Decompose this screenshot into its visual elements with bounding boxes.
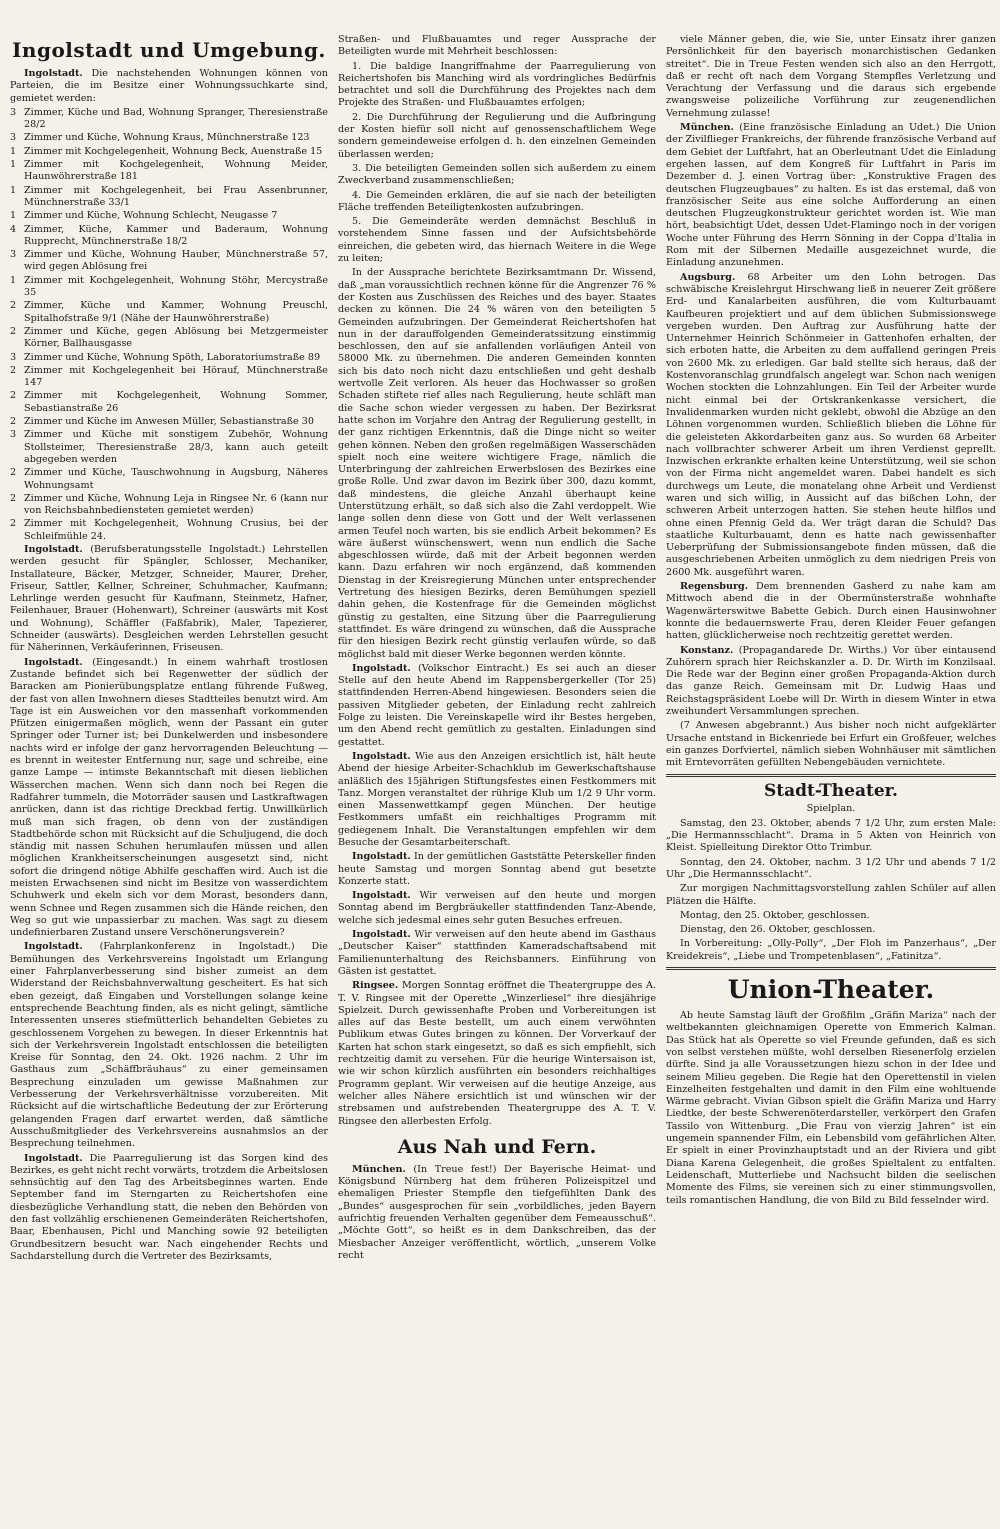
article — [10, 1153, 328, 1264]
schedule-line: Zur morgigen Nachmittagsvorstellung zahlen Schüler auf allen Plätzen die Hälfte. — [666, 883, 996, 907]
resolution-item: 2. Die Durchführung der Regulierung und die Aufbringung der Kosten hiefür soll nicht auf genossenschaftlichem Wege sondern gemeindeweise erfolgen d. h. den einzelnen Gemeinden überlassen werden; — [338, 111, 656, 160]
apartment-text: Zimmer, Küche, Kammer und Baderaum, Wohnung Rupprecht, Münchnerstraße 18/2 — [24, 223, 328, 247]
article-text: (7 Anwesen abgebrannt.) Aus bisher noch nicht aufgeklärter Ursache entstand in Bickenriede bei Erfurt ein Großfeuer, welches ein ganzes Dorfviertel, nämlich sieben Wohnhäuser mit sämtlichen mit Erntevorräten gefüllten Nebengebäuden vernichtete. — [666, 720, 996, 769]
apartment-rooms: 3 — [10, 106, 17, 118]
apartment-item — [10, 224, 328, 249]
apartment-rooms: 2 — [10, 325, 17, 337]
apartment-item — [10, 390, 328, 415]
apartment-rooms: 3 — [10, 249, 17, 261]
apartment-text: Zimmer mit Kochgelegenheit, Wohnung Sommer, Sebastianstraße 26 — [24, 390, 328, 414]
apartment-item — [10, 159, 328, 184]
apartment-text: Zimmer mit Kochgelegenheit bei Hörauf, Münchnerstraße 147 — [24, 364, 328, 389]
article-location: Ingolstadt. — [24, 1152, 83, 1164]
apartment-item — [10, 518, 328, 543]
apartment-rooms: 1 — [10, 274, 17, 286]
article-location: Augsburg. — [680, 271, 736, 283]
apartment-rooms: 2 — [10, 364, 17, 376]
article-location: München. — [352, 1163, 406, 1175]
apartment-item — [10, 275, 328, 300]
article-list — [338, 267, 656, 1127]
article-text: (Propagandarede Dr. Wirths.) Vor über eintausend Zuhörern sprach hier Reichskanzler a. D. Dr. Wirth im Konzilsaal. Die Rede war der Beginn einer großen Propaganda-Aktion durch das ganze Reich. Gemeinsam mit Dr. Ludwig Haas und Reichstagspräsident Loebe will Dr. Wirth in diesem Winter in etwa zweihundert Versammlungen sprechen. — [666, 644, 996, 718]
resolution-item: 3. Die beteiligten Gemeinden sollen sich außerdem zu einem Zweckverband zusammenschließen; — [338, 162, 656, 187]
article-text: Dem brennenden Gasherd zu nahe kam am Mittwoch abend die in der Obermünsterstraße wohnhafte Wagenwärterswitwe Babette Gebich. Durch einen Hausinwohner konnte die bedauernswerte Frau, deren Kleider Feuer gefangen hatten, glücklicherweise noch rechtzeitig gerettet werden. — [666, 581, 996, 642]
article-location: Ingolstadt. — [352, 662, 411, 674]
resolution-item: 1. Die baldige Inangriffnahme der Paarregulierung von Reichertshofen bis Manching wird als vordringliches Bedürfnis betrachtet und soll die Durchführung des Projektes nach dem Projekte des Straßen- und Flußbauamtes erfolgen; — [338, 60, 656, 109]
article — [10, 657, 328, 940]
apartment-item — [10, 352, 328, 364]
apartment-text: Zimmer mit Kochgelegenheit, Wohnung Stöhr, Mercystraße 35 — [24, 274, 328, 299]
union-theater-title: Union-Theater. — [727, 975, 935, 1005]
article-text: In der gemütlichen Gaststätte Peterskeller finden heute Samstag und morgen Sonntag abend gut besetzte Konzerte statt. — [338, 851, 656, 887]
article-location: Regensburg. — [680, 581, 749, 593]
apartment-text: Zimmer und Küche mit sonstigem Zubehör, Wohnung Stollsteimer, Theresienstraße 28/3, kann auch geteilt abgegeben werden — [24, 429, 328, 465]
apartment-item — [10, 249, 328, 274]
schedule-line: Montag, den 25. Oktober, geschlossen. — [680, 909, 870, 921]
apartment-text: Zimmer mit Kochgelegenheit, Wohnung Beck, Auenstraße 15 — [24, 145, 323, 157]
apartment-text: Zimmer und Küche im Anwesen Müller, Sebastianstraße 30 — [24, 416, 314, 428]
article-text: (Volkschor Eintracht.) Es sei auch an dieser Stelle auf den heute Abend im Rappensbergerkeller (Tor 25) stattfindenden Herren-Abend hingewiesen. Besonders seien die passiven Mitglieder gebeten, der Einladung recht zahlreich Folge zu leisten. Die Vereinskapelle wird ihr Bestes hergeben, um den Abend recht gemütlich zu gestalten. Einladungen sind gestattet. — [338, 662, 656, 748]
article-apartments-intro — [10, 68, 328, 105]
apartment-text: Zimmer mit Kochgelegenheit, Wohnung Meider, Haunwöhrerstraße 181 — [24, 159, 328, 183]
resolution-list — [338, 61, 656, 266]
union-theater-text: Ab heute Samstag läuft der Großfilm „Gräfin Mariza“ nach der weltbekannten gleichnamigen Operette von Emmerich Kalman. Das Stück hat als Operette so viel Freunde gefunden, daß es sich von selbst verstehen müßte, wohl derselben Riesenerfolg erzielen dürfte. Sind ja alle Voraussetzungen hiezu schon in der Idee und seinem Milieu gegeben. Die Regie hat den Operettenstil in vielen Einzelheiten festgehalten und damit in den Film eine wohltuende Wärme gebracht. Vivian Gibson spielt die Gräfin Mariza und Harry Liedtke, der beste Schwerenöterdarsteller, verkörpert den Grafen Tassilo von Wittenburg. „Die Frau von vierzig Jahren“ ist ein ungemein spannender Film, ein Lebensbild vom gefährlichen Alter. Er spielt in einer Provinzhauptstadt und an der Riviera und gibt Diana Karena Gelegenheit, die großes Spieltalent zu entfalten. Leidenschaft, Mutterliebe und Nachsucht bilden die seelischen Momente des Films, sie vereinen sich zu einer stimmungsvollen, teils romantischen Handlung, die von Bild zu Bild fesselnder wird. — [666, 1010, 996, 1206]
article-text: (In Treue fest!) Der Bayerische Heimat- und Königsbund Nürnberg hat dem früheren Polizeispitzel und ehemaligen Priester Stempfle den tiefgefühlten Dank des „Bundes“ ausgesprochen für sein „vorbildliches, jeden Bayern aufrichtig freuenden Verhalten gegenüber dem Femeausschuß“. „Möchte Gott“, so heißt es in dem Dankschreiben, das der Miesbacher Anzeiger veröffentlicht, wörtlich, „unserem Volke recht — [338, 1163, 656, 1261]
article-text: Wie aus den Anzeigen ersichtlich ist, hält heute Abend der hiesige Arbeiter-Schachklub im Gewerkschaftshause anläßlich des 15jährigen Stiftungsfestes einen Festkommers mit Tanz. Morgen veranstaltet der rührige Klub um 1/2 9 Uhr vorm. einen Massenwettkampf gegen München. Der heutige Festkommers umfaßt ein reichhaltiges Programm mit gediegenem Inhalt. Die Veranstaltungen empfehlen wir dem Besuche der Gesamtarbeiterschaft. — [338, 750, 656, 848]
column-1 — [10, 34, 328, 1521]
stadt-theater-title: Stadt-Theater. — [764, 780, 898, 801]
article-location: Ingolstadt. — [24, 941, 83, 953]
apartment-text: Zimmer und Küche, Wohnung Kraus, Münchnerstraße 123 — [24, 132, 310, 144]
article — [338, 890, 656, 927]
article — [666, 645, 996, 719]
article-location: München. — [680, 122, 734, 134]
schedule-line: Samstag, den 23. Oktober, abends 7 1/2 Uhr, zum ersten Male: „Die Hermannsschlacht“. Drama in 5 Akten von Heinrich von Kleist. Spielleitung Direktor Otto Trimbur. — [666, 817, 996, 854]
article-location: Ingolstadt. — [24, 68, 83, 79]
article-text: In der Aussprache berichtete Bezirksamtmann Dr. Wissend, daß „man voraussichtlich rechnen könne für die Angrenzer 76 % der Kosten aus Zuschüssen des Reiches und des bayer. Staates decken zu können. Die 24 % wären von den beteiligten 5 Gemeinden aufzubringen. Der Gemeinderat Reichertshofen hat nun in der darauffolgenden Gemeinderatssitzung einstimmig beschlossen, den auf sie anfallenden vorläufigen Anteil von 58000 Mk. zu übernehmen. Die anderen Gemeinden konnten sich bis dato noch nicht dazu entschließen und geht deshalb wertvolle Zeit verloren. Als heuer das Hochwasser so großen Schaden stiftete rief alles nach Regulierung, heute schläft man die Sache schon wieder vergessen zu haben. Der Bezirksrat hatte schon im Vorjahre den Antrag der Regulierung gestellt, in der ganz richtigen Erkenntnis, daß die Dinge nicht so weiter gehen können. Neben den großen regelmäßigen Wasserschäden spielt noch eine weitere wichtigere Frage, nämlich die Unterbringung der zahlreichen Erwerbslosen des Bezirkes eine große Rolle. Und zwar davon im Bezirk über 300, dazu kommt, daß mindestens, die gleiche Anzahl überhaupt keine Unterstützung erhält, so daß sich also die Zahl verdoppelt. Wie lange sollen denn diese von Gott und der Welt verlassenen armen Teufel noch warten, bis sie endlich Arbeit bekommen? Es wäre äußerst wünschenswert, wenn nun endlich die Sache abgeschlossen würde, daß mit der Arbeit begonnen werden kann. Dazu erfahren wir noch ergänzend, daß kommenden Dienstag in der Kreisregierung München unter entsprechender Vertretung des hiesigen Bezirks, deren Bemühungen speziell dahin gehen, die Kostenfrage für die Gemeinden möglichst günstig zu gestalten, eine Sitzung über die Paarregulierung stattfindet. Es wäre dringend zu wünschen, daß die Aussprache für den hiesigen Bezirk recht günstig verlaufen würde, so daß möglichst bald mit dieser Werke begonnen werden könnte. — [338, 267, 656, 660]
apartment-rooms: 2 — [10, 492, 17, 504]
article-location: Ingolstadt. — [352, 750, 411, 762]
apartment-item — [10, 146, 328, 158]
apartment-item — [10, 493, 328, 518]
article-text: (Eingesandt.) In einem wahrhaft trostlosen Zustande befindet sich bei Regenwetter der südlich der Baracken am Pionierübungsplatze entlang führende Fußweg, der fast von allen Inwohnern dieses Stadtteiles benutzt wird. Am Tage ist ein Ausweichen vor den massenhaft vorkommenden Pfützen einigermaßen möglich, wenn der Passant ein guter Springer oder Turner ist; bei Dunkelwerden und insbesondere nachts wird er infolge der ganz hervorragenden Beleuchtung — es brennt in weitester Entfernung nur, sage und schreibe, eine ganze Lampe — intimste Bekanntschaft mit diesen lieblichen Wässerchen machen. Wenn sich dann noch bei Regen die Radfahrer tummeln, die Motorräder sausen und Lastkraftwagen anrücken, dann ist das richtige Dreckbad fertig. Unwillkürlich muß man sich fragen, ob denn von der zuständigen Stadtbehörde schon mit Rücksicht auf die Schuljugend, die doch ständig mit nassen Schuhen herumlaufen müssen und allen möglichen Krankheitserscheinungen ausgesetzt sind, nicht sofort die dringend nötige Abhilfe geschaffen wird. Auch ist die meisten Erwachsenen sind nicht im Besitze von wasserdichtem Schuhwerk und ekeln sich vor dem Morast, besonders dann, wenn Schnee und Regen zusammen sich die Hände reichen, den Weg so gut wie unpassierbar zu machen. Was sagt zu diesem undefinierbaren Zustand unsere Verschönerungsverein? — [10, 656, 328, 939]
article-text: Die nachstehenden Wohnungen können von Parteien, die im Besitze einer Wohnungssuchkarte sind, gemietet werden: — [10, 68, 328, 104]
apartment-rooms: 1 — [10, 159, 17, 171]
apartment-item — [10, 210, 328, 222]
apartment-text: Zimmer und Küche, Wohnung Spöth, Laboratoriumstraße 89 — [24, 351, 321, 363]
apartment-rooms: 1 — [10, 210, 17, 222]
apartment-rooms: 2 — [10, 300, 17, 312]
article-location: Ringsee. — [352, 980, 399, 992]
stadt-theater-box — [666, 781, 996, 964]
article — [666, 720, 996, 769]
apartment-item — [10, 416, 328, 428]
article-location: Ingolstadt. — [352, 890, 411, 902]
apartment-text: Zimmer, Küche und Kammer, Wohnung Preuschl, Spitalhofstraße 9/1 (Nähe der Haunwöhrerstraße) — [24, 300, 328, 324]
divider — [666, 774, 996, 777]
apartment-item — [10, 132, 328, 144]
article — [338, 267, 656, 661]
apartment-rooms: 2 — [10, 518, 17, 530]
article — [338, 663, 656, 749]
article — [666, 122, 996, 270]
apartment-rooms: 2 — [10, 416, 17, 428]
apartment-rooms: 3 — [10, 429, 17, 441]
article-list — [666, 34, 996, 770]
article-text: Wir verweisen auf den heute abend im Gasthaus „Deutscher Kaiser“ stattfinden Kameradschaftsabend mit Familienunterhaltung des Reichsbanners. Einführung von Gästen ist gestattet. — [338, 929, 656, 977]
article — [666, 581, 996, 642]
section-heading-ingolstadt: Ingolstadt und Umgebung. — [12, 38, 326, 62]
article-continuation: Straßen- und Flußbauamtes und reger Aussprache der Beteiligten wurde mit Mehrheit beschlossen: — [338, 34, 656, 58]
apartment-item — [10, 107, 328, 132]
apartment-rooms: 2 — [10, 467, 17, 479]
apartment-item — [10, 467, 328, 492]
apartment-rooms: 1 — [10, 145, 17, 157]
apartment-text: Zimmer und Küche, Wohnung Leja in Ringsee Nr. 6 (kann nur von Reichsbahnbediensteten gemietet werden) — [24, 492, 328, 517]
article — [338, 851, 656, 888]
stadt-theater-subtitle: Spielplan. — [806, 802, 856, 814]
article-location: Ingolstadt. — [24, 543, 83, 555]
article-text: Morgen Sonntag eröffnet die Theatergruppe des A. T. V. Ringsee mit der Operette „Winzerliesel“ ihre diesjährige Spielzeit. Durch gewissenhafte Proben und Vorbereitungen ist alles auf das Beste bestellt, um auch einem verwöhnten Publikum etwas Gutes bringen zu können. Der Vorverkauf der Karten hat schon stark eingesetzt, so daß es sich empfiehlt, sich rechtzeitig damit zu versehen. Für die heurige Wintersaison ist, wie wir schon kürzlich ausführten ein besonders reichhaltiges Programm geplant. Wir verweisen auf die heutige Anzeige, aus welcher alles Nähere ersichtlich ist und wünschen wir der strebsamen und aufstrebenden Theatergruppe des A. T. V. Ringsee den allerbesten Erfolg. — [338, 980, 656, 1127]
apartment-text: Zimmer mit Kochgelegenheit, bei Frau Assenbrunner, Münchnerstraße 33/1 — [24, 184, 328, 208]
article-list — [10, 544, 328, 1263]
column-2 — [338, 34, 656, 1521]
resolution-item: 5. Die Gemeinderäte werden demnächst Beschluß in vorstehendem Sinne fassen und der Aufsichtsbehörde einreichen, die gebeten wird, das hiernach Weitere in die Wege zu leiten; — [338, 216, 656, 265]
article-muenchen — [338, 1164, 656, 1262]
apartment-text: Zimmer und Küche, gegen Ablösung bei Metzgermeister Körner, Ballhausgasse — [24, 325, 328, 350]
apartment-item — [10, 429, 328, 466]
article-location: Ingolstadt. — [352, 929, 411, 941]
article-text: 68 Arbeiter um den Lohn betrogen. Das schwäbische Kreislehrgut Hirschwang ließ in neuerer Zeit größere Erd- und Kanalarbeiten ausführen, die vom Kulturbauamt Kaufbeuren projektiert und auf dem üblichen Submissionswege vergeben wurden. Den Auftrag zur Ausführung hatte der Unternehmer Heinrich Schönmeier in Gattenhofen erhalten, der sich erboten hatte, die Arbeiten zu dem auffallend geringen Preis von 2600 Mk. zu erledigen. Gar bald stellte sich heraus, daß der Kostenvoranschlag grundfalsch angelegt war. Schon nach wenigen Wochen stockten die Lohnzahlungen. Ein Teil der Arbeiter wurde nicht einmal bei der Ortskrankenkasse versichert, die Invalidenmarken wurden nicht geklebt, obwohl die Abzüge an den Löhnen vorgenommen wurden. Schließlich blieben die Löhne für die geleisteten Akkordarbeiten ganz aus. So wurden 68 Arbeiter nach vollbrachter schwerer Arbeit um ihren Verdienst geprellt. Inzwischen erkrankte erhalten keine Unterstützung, weil sie schon von der Firma nicht angemeldet waren. Dabei handelt es sich durchwegs um Leute, die monatelang ohne Arbeit und Verdienst waren und sich willig, in Aussicht auf das bißchen Lohn, der schweren Arbeit unterzogen hatten. Sie stehen heute hilflos und ohne einen Pfennig Geld da. Wer trägt daran die Schuld? Das staatliche Kulturbauamt, denn es hatte nach gewissenhafter Ueberprüfung der Submissionsangebote finden müssen, daß die ausgeschriebenen Arbeiten unmöglich zu dem niedrigen Preis von 2600 Mk. ausgeführt waren. — [666, 271, 996, 578]
article-location: Ingolstadt. — [352, 851, 411, 863]
union-theater-box — [666, 976, 996, 1207]
article — [338, 751, 656, 849]
article-location: Ingolstadt. — [24, 656, 83, 668]
resolution-item: 4. Die Gemeinden erklären, die auf sie nach der beteiligten Fläche treffenden Beteiligtenkosten aufzubringen. — [338, 189, 656, 213]
apartment-text: Zimmer mit Kochgelegenheit, Wohnung Crusius, bei der Schleifmühle 24. — [24, 518, 328, 542]
apartment-rooms: 1 — [10, 184, 17, 196]
apartment-list — [10, 107, 328, 543]
divider — [666, 967, 996, 970]
article — [10, 941, 328, 1150]
schedule-line: Sonntag, den 24. Oktober, nachm. 3 1/2 Uhr und abends 7 1/2 Uhr „Die Hermannsschlacht“. — [666, 856, 996, 880]
section-heading-aus-nah-und-fern: Aus Nah und Fern. — [397, 1135, 597, 1158]
article-text: (Berufsberatungsstelle Ingolstadt.) Lehrstellen werden gesucht für Spängler, Schlosser, Mechaniker, Installateure, Bäcker, Metzger, Schneider, Maurer, Dreher, Friseur, Sattler, Kellner, Schreiner, Schuhmacher, Kaufmann; Lehrlinge werden gesucht für Kaufmann, Steinmetz, Hafner, Feilenhauer, Brauer (Hohenwart), Schreiner (auswärts mit Kost und Wohnung), Schäffler (Faßfabrik), Maler, Tapezierer, Schneider (auswärts). Desgleichen werden Lehrstellen gesucht für Näherinnen, Verkäuferinnen, Friseusen. — [10, 543, 328, 654]
article-location: Konstanz. — [680, 644, 734, 656]
apartment-item — [10, 365, 328, 390]
article — [338, 929, 656, 978]
apartment-text: Zimmer und Küche, Tauschwohnung in Augsburg, Näheres Wohnungsamt — [24, 467, 328, 491]
article-text: Wir verweisen auf den heute und morgen Sonntag abend im Bergbräukeller stattfindenden Tanz-Abende, welche sich jedesmal eines sehr guten Besuches erfreuen. — [338, 890, 656, 926]
column-3 — [666, 34, 996, 1521]
apartment-text: Zimmer und Küche, Wohnung Hauber, Münchnerstraße 57, wird gegen Ablösung frei — [24, 249, 328, 273]
article-text: Die Paarregulierung ist das Sorgen kind des Bezirkes, es geht nicht recht vorwärts, trotzdem die Arbeitslosen sehnsüchtig auf den Tag des Arbeitsbeginnes warten. Ende September fand im Sterngarten zu Reichertshofen eine diesbezügliche Verhandlung statt, die neben den Behörden von den fast vollzählig erschienenen Gemeinderäten Reichertshofen, Baar, Ebenhausen, Pichl und Manching sowie 92 beteiligten Grundbesitzern besucht war. Nach eingehender Rechts und Sachdarstellung durch die Vertreter des Bezirksamts, — [10, 1152, 328, 1262]
article-text: (Fahrplankonferenz in Ingolstadt.) Die Bemühungen des Verkehrsvereins Ingolstadt um Erlangung einer Fahrplanverbesserung sind bisher zumeist an dem Widerstand der Reichsbahnverwaltung gescheitert. Es hat sich eben gezeigt, daß Eingaben und Vorstellungen solange keine entsprechende Beachtung finden, als es nicht gelingt, sämtliche Interessenten unseres stiefmütterlich behandelten Gebietes zu geschlossenem Vorgehen zu bewegen. In dieser Erkenntnis hat sich der Verkehrsverein Ingolstadt entschlossen die beteiligten Kreise für Sonntag, den 24. Okt. 1926 nachm. 2 Uhr im Gasthaus zum „Schäffbräuhaus“ zu einer gemeinsamen Besprechung einzuladen um gewisse Maßnahmen zur Verbesserung der Verkehrsverhältnisse vorzubereiten. Mit Rücksicht auf die wirtschaftliche Bedeutung der zur Erörterung gelangenden Fragen darf erwartet werden, daß sämtliche Ausschußmitglieder des Verkehrsvereins ausnahmslos an der Besprechung teilnehmen. — [10, 941, 328, 1150]
article-text: viele Männer geben, die, wie Sie, unter Einsatz ihrer ganzen Persönlichkeit für den bayerisch monarchistischen Gedanken streitet“. Die in Treue Festen wenden sich also an den Herrgott, daß er recht oft nach dem Vorgang Stempfles Verletzung und Verachtung der Verfassung und die daraus sich ergebende zwangsweise polizeiliche Vorführung zur zeugenendlichen Vernehmung zulasse! — [666, 34, 996, 119]
apartment-text: Zimmer und Küche, Wohnung Schlecht, Neugasse 7 — [24, 210, 278, 222]
article-text: (Eine französische Einladung an Udet.) Die Union der Zivilflieger Frankreichs, der führende französische Verband auf dem Gebiet der Luftfahrt, hat an Oberleutnant Udet die Einladung ergehen lassen, auf dem Kongreß für Luftfahrt in Paris im Dezember d. J. einen Vortrag über: „Konstruktive Fragen des deutschen Flugzeugbaues“ zu halten. Es ist das erstemal, daß von französischer Seite aus eine solche Aufforderung an einen deutschen Flugzeugkonstrukteur gerichtet worden ist. Wie man hört, beabsichtigt Udet, dessen Udet-Flamingo noch in der vorigen Woche unter Führung des Herrn Sönning in der Coppa d'Italia in Rom mit der Silbernen Medaille ausgezeichnet wurde, die Einladung anzunehmen. — [666, 122, 996, 269]
apartment-rooms: 3 — [10, 351, 17, 363]
stadt-theater-schedule — [666, 818, 996, 963]
apartment-rooms: 3 — [10, 132, 17, 144]
apartment-text: Zimmer, Küche und Bad, Wohnung Spranger, Theresienstraße 28/2 — [24, 106, 328, 131]
article — [10, 544, 328, 655]
article — [666, 34, 996, 120]
schedule-line: Dienstag, den 26. Oktober, geschlossen. — [680, 924, 876, 936]
apartment-item — [10, 185, 328, 210]
apartment-item — [10, 300, 328, 325]
apartment-rooms: 4 — [10, 223, 17, 235]
article — [666, 272, 996, 579]
schedule-line: In Vorbereitung: „Olly-Polly“, „Der Floh im Panzerhaus“, „Der Kreidekreis“, „Liebe und Trompetenblasen“, „Fatinitza“. — [666, 938, 996, 962]
article — [338, 980, 656, 1128]
apartment-rooms: 2 — [10, 390, 17, 402]
apartment-item — [10, 326, 328, 351]
